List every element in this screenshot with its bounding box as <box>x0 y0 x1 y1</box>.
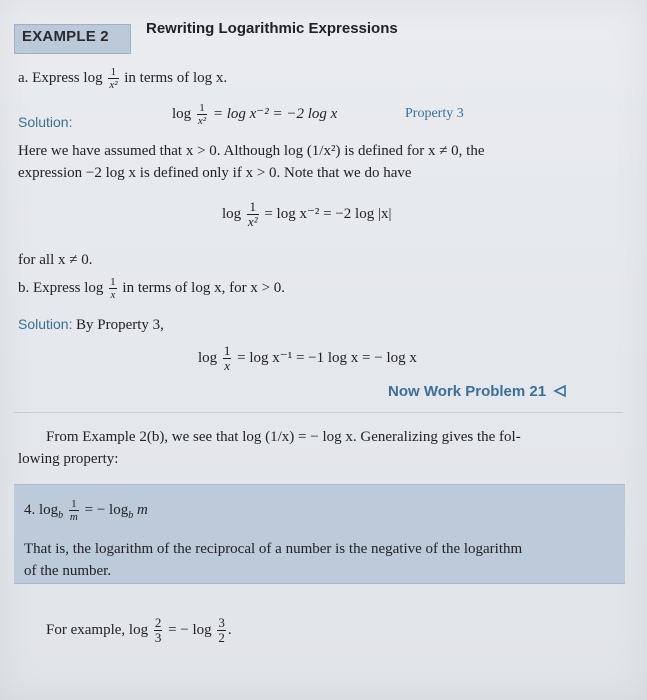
solution-a-frac-num: 1 <box>199 102 205 114</box>
part-b-frac-num: 1 <box>110 276 116 288</box>
property-4-rhs-var: m <box>136 501 148 518</box>
eq-a-frac-num: 1 <box>249 199 256 214</box>
explanation-line-1: Here we have assumed that x > 0. Although log (1/x²) is defined for x ≠ 0, the <box>18 143 485 159</box>
solution-a-label: Solution: <box>18 114 73 130</box>
property-4-fraction <box>69 498 79 523</box>
solution-a-equation <box>172 102 337 127</box>
property-reference: Property 3 <box>405 106 464 121</box>
part-a-prompt <box>18 66 227 91</box>
eq-b-frac-den: x <box>224 358 231 373</box>
part-b-frac-den: x <box>110 289 116 301</box>
property-4-rhs-sub: b <box>128 509 134 521</box>
eq-b-fraction <box>223 344 232 373</box>
for-example-frac2-num: 3 <box>218 615 225 630</box>
property-4-rhs: = − log <box>84 501 129 518</box>
part-a-prefix: a. Express log <box>18 69 103 86</box>
part-a-frac-num: 1 <box>110 66 117 78</box>
property-4-text-2: of the number. <box>24 563 112 579</box>
eq-b-frac-num: 1 <box>223 343 231 358</box>
eq-a-rhs: = log x⁻² = −2 log |x| <box>264 205 392 222</box>
example-label: EXAMPLE 2 <box>22 28 109 45</box>
generalize-line-2: lowing property: <box>18 451 119 467</box>
part-b-prefix: b. Express log <box>18 279 104 296</box>
for-example-fraction-1 <box>154 616 163 645</box>
for-example-line <box>46 616 232 645</box>
solution-a-frac-den: x² <box>197 115 207 127</box>
part-b-prompt <box>18 276 285 301</box>
property-4-frac-num: 1 <box>71 498 77 510</box>
solution-b-line <box>18 316 164 334</box>
eq-a-log: log <box>222 205 242 222</box>
for-example-prefix: For example, log <box>46 621 149 638</box>
solution-a-rhs: = log x⁻² = −2 log x <box>212 105 338 122</box>
solution-b-text: By Property 3, <box>75 317 164 333</box>
for-example-frac1-den: 3 <box>154 630 162 645</box>
now-work-line <box>388 383 567 400</box>
section-divider <box>14 412 623 413</box>
property-4-sub: b <box>58 509 64 521</box>
for-example-frac2-den: 2 <box>218 630 225 645</box>
solution-a-fraction <box>197 102 207 127</box>
solution-a-log: log <box>172 105 192 122</box>
triangle-left-icon <box>553 385 567 397</box>
property-4-equation <box>24 498 148 523</box>
property-4-prefix: 4. log <box>24 501 59 518</box>
eq-a-frac-den: x² <box>247 214 258 229</box>
part-a-fraction <box>108 66 118 91</box>
part-b-suffix: in terms of log x, for x > 0. <box>122 279 286 296</box>
displayed-equation-a <box>222 200 391 229</box>
now-work-problem-link[interactable]: Now Work Problem 21 <box>388 383 547 400</box>
solution-b-label: Solution: <box>18 316 73 332</box>
part-b-fraction <box>109 276 117 301</box>
eq-b-rhs: = log x⁻¹ = −1 log x = − log x <box>237 349 417 366</box>
for-example-fraction-2 <box>217 616 226 645</box>
property-4-frac-den: m <box>69 511 78 523</box>
for-all-text: for all x ≠ 0. <box>18 252 93 268</box>
eq-a-fraction <box>247 200 259 229</box>
explanation-line-2: expression −2 log x is defined only if x > 0. Note that we do have <box>18 165 412 181</box>
for-example-mid: = − log <box>168 621 212 638</box>
generalize-line-1: From Example 2(b), we see that log (1/x) = − log x. Generalizing gives the fol- <box>46 429 521 445</box>
displayed-equation-b <box>198 344 417 373</box>
example-title: Rewriting Logarithmic Expressions <box>146 20 398 37</box>
part-a-frac-den: x² <box>109 79 118 91</box>
for-example-frac1-num: 2 <box>154 615 162 630</box>
eq-b-log: log <box>198 349 218 366</box>
property-4-text-1: That is, the logarithm of the reciprocal of a number is the negative of the logarithm <box>24 541 523 557</box>
for-example-end: . <box>227 621 232 638</box>
part-a-suffix: in terms of log x. <box>124 69 228 86</box>
